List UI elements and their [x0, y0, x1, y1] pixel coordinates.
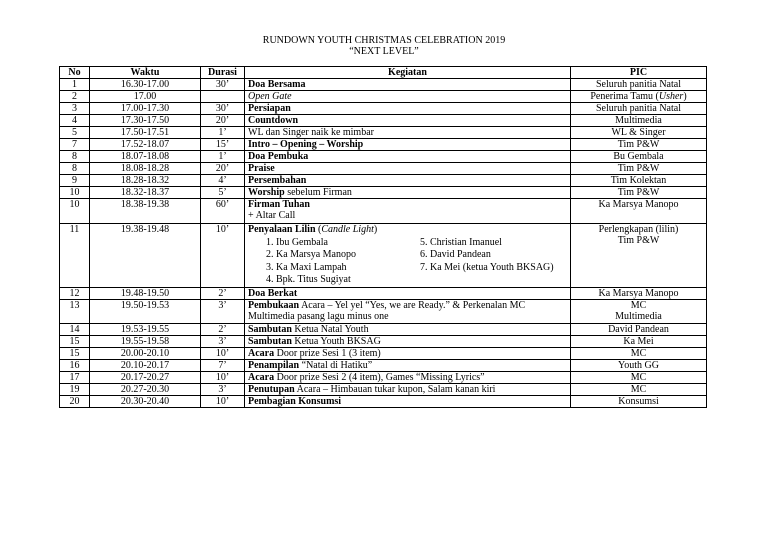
cell-durasi: 2’ — [201, 287, 245, 299]
kegiatan-italic: Open Gate — [248, 91, 292, 102]
pic-text: Tim P&W — [617, 163, 660, 174]
cell-waktu: 19.38-19.48 — [90, 223, 201, 287]
cell-durasi: 2’ — [201, 324, 245, 336]
kegiatan-bold: Worship — [248, 187, 285, 198]
kegiatan-text: Door prize Sesi 2 (4 item), Games “Missing Lyrics” — [274, 372, 485, 383]
table-row — [60, 360, 707, 372]
cell-pic — [571, 115, 707, 127]
kegiatan-bold: Persembahan — [248, 175, 307, 186]
table-row — [60, 115, 707, 127]
cell-kegiatan — [245, 163, 571, 175]
cell-kegiatan — [245, 360, 571, 372]
kegiatan-bold: Acara — [248, 372, 275, 383]
cell-pic: Youth GG — [571, 360, 707, 372]
cell-waktu: 16.30-17.00 — [90, 79, 201, 91]
cell-kegiatan — [245, 223, 571, 287]
rundown-table — [59, 66, 707, 408]
cell-kegiatan — [245, 187, 571, 199]
candle-list — [248, 235, 567, 287]
table-row — [60, 384, 707, 396]
pic-text: Seluruh panitia Natal — [596, 79, 681, 90]
cell-no: 10 — [60, 199, 90, 224]
cell-kegiatan: Doa Berkat — [245, 287, 571, 299]
kegiatan-bold: Penyalaan Lilin — [248, 223, 316, 235]
pic-text: Penerima Tamu ( — [590, 91, 659, 102]
header-kegiatan: Kegiatan — [245, 67, 571, 79]
pic-italic: Usher — [658, 91, 684, 102]
candle-list-col2 — [416, 237, 554, 287]
cell-kegiatan — [245, 103, 571, 115]
table-row — [60, 287, 707, 299]
cell-pic — [571, 103, 707, 115]
pic-text: ) — [683, 91, 687, 102]
cell-pic — [571, 299, 707, 324]
cell-durasi: 3’ — [201, 384, 245, 396]
kegiatan-text: Acara – Himbauan tukar kupon, Salam kanan kiri — [294, 384, 496, 395]
header-no: No — [60, 67, 90, 79]
cell-kegiatan — [245, 79, 571, 91]
cell-durasi: 3’ — [201, 336, 245, 348]
cell-waktu: 19.55-19.58 — [90, 336, 201, 348]
list-item: 7. Ka Mei (ketua Youth BKSAG) — [430, 262, 554, 275]
cell-kegiatan — [245, 336, 571, 348]
table-header-row — [60, 67, 707, 79]
kegiatan-sub: Multimedia pasang lagu minus one — [248, 310, 389, 322]
table-body-middle — [60, 199, 707, 324]
table-row — [60, 79, 707, 91]
cell-kegiatan — [245, 127, 571, 139]
kegiatan-bold: Persiapan — [248, 103, 291, 114]
cell-kegiatan — [245, 151, 571, 163]
cell-durasi: 10’ — [201, 223, 245, 287]
cell-no: 9 — [60, 175, 90, 187]
cell-waktu: 18.28-18.32 — [90, 175, 201, 187]
cell-no: 11 — [60, 223, 90, 287]
header-waktu: Waktu — [90, 67, 201, 79]
kegiatan-bold: Doa Pembuka — [248, 151, 309, 162]
cell-pic — [571, 223, 707, 287]
cell-durasi: 15’ — [201, 139, 245, 151]
cell-durasi: 10’ — [201, 372, 245, 384]
cell-waktu: 20.00-20.10 — [90, 348, 201, 360]
kegiatan-sub: + Altar Call — [248, 210, 296, 221]
cell-no: 8 — [60, 163, 90, 175]
pic-text: Seluruh panitia Natal — [596, 103, 681, 114]
cell-no: 12 — [60, 287, 90, 299]
cell-kegiatan — [245, 175, 571, 187]
cell-no: 15 — [60, 336, 90, 348]
cell-pic: Ka Mei — [571, 336, 707, 348]
list-item: 4. Bpk. Titus Sugiyat — [276, 274, 394, 287]
cell-no: 15 — [60, 348, 90, 360]
table-row — [60, 139, 707, 151]
kegiatan-bold: Firman Tuhan — [248, 199, 310, 210]
table-row — [60, 127, 707, 139]
header-pic: PIC — [571, 67, 707, 79]
cell-pic — [571, 163, 707, 175]
kegiatan-bold: Countdown — [248, 115, 299, 126]
cell-pic — [571, 79, 707, 91]
pic-text: WL & Singer — [611, 127, 666, 138]
cell-pic: MC — [571, 384, 707, 396]
cell-no: 20 — [60, 396, 90, 408]
pic-line: Perlengkapan (lilin) — [598, 223, 679, 235]
cell-pic — [571, 187, 707, 199]
cell-pic — [571, 151, 707, 163]
cell-waktu: 17.00-17.30 — [90, 103, 201, 115]
cell-no: 16 — [60, 360, 90, 372]
cell-kegiatan — [245, 372, 571, 384]
cell-no: 5 — [60, 127, 90, 139]
cell-durasi: 20’ — [201, 163, 245, 175]
kegiatan-italic: Candle Light — [321, 223, 374, 235]
cell-waktu: 20.27-20.30 — [90, 384, 201, 396]
cell-no: 2 — [60, 91, 90, 103]
document-subtitle: “NEXT LEVEL” — [349, 46, 419, 57]
cell-durasi: 4’ — [201, 175, 245, 187]
cell-pic: Ka Marsya Manopo — [571, 199, 707, 224]
cell-kegiatan — [245, 91, 571, 103]
cell-kegiatan — [245, 199, 571, 224]
table-row — [60, 396, 707, 408]
table-row — [60, 91, 707, 103]
cell-durasi: 30’ — [201, 79, 245, 91]
table-row — [60, 324, 707, 336]
cell-waktu: 19.50-19.53 — [90, 299, 201, 324]
cell-durasi: 20’ — [201, 115, 245, 127]
cell-waktu: 17.50-17.51 — [90, 127, 201, 139]
cell-pic: MC — [571, 348, 707, 360]
pic-text: Tim P&W — [617, 187, 660, 198]
table-row — [60, 372, 707, 384]
kegiatan-text: Acara – Yel yel “Yes, we are Ready.” & Perkenalan MC — [299, 299, 526, 311]
cell-durasi: 1’ — [201, 151, 245, 163]
cell-no: 10 — [60, 187, 90, 199]
cell-durasi: 10’ — [201, 396, 245, 408]
cell-durasi: 10’ — [201, 348, 245, 360]
kegiatan-bold: Doa Bersama — [248, 79, 306, 90]
cell-pic — [571, 127, 707, 139]
cell-no: 13 — [60, 299, 90, 324]
cell-durasi: 30’ — [201, 103, 245, 115]
pic-line: MC — [630, 299, 647, 311]
table-row — [60, 199, 707, 224]
cell-pic — [571, 139, 707, 151]
table-row — [60, 299, 707, 324]
cell-no: 8 — [60, 151, 90, 163]
kegiatan-text: ) — [373, 223, 378, 235]
kegiatan-text: WL dan Singer naik ke mimbar — [248, 127, 374, 138]
cell-waktu: 18.07-18.08 — [90, 151, 201, 163]
cell-waktu: 18.08-18.28 — [90, 163, 201, 175]
kegiatan-text: Door prize Sesi 1 (3 item) — [274, 348, 381, 359]
cell-waktu: 17.52-18.07 — [90, 139, 201, 151]
cell-waktu: 17.30-17.50 — [90, 115, 201, 127]
kegiatan-bold: Sambutan — [248, 324, 292, 335]
cell-pic: Ka Marsya Manopo — [571, 287, 707, 299]
kegiatan-text: sebelum Firman — [284, 187, 352, 198]
kegiatan-text: ( — [315, 223, 322, 235]
cell-waktu: 20.30-20.40 — [90, 396, 201, 408]
cell-waktu: 18.38-19.38 — [90, 199, 201, 224]
cell-kegiatan — [245, 299, 571, 324]
table-row — [60, 175, 707, 187]
cell-no: 7 — [60, 139, 90, 151]
kegiatan-bold: Pembagian Konsumsi — [248, 396, 342, 407]
pic-text: Bu Gembala — [613, 151, 664, 162]
cell-durasi — [201, 91, 245, 103]
cell-no: 19 — [60, 384, 90, 396]
pic-text: Tim P&W — [617, 139, 660, 150]
cell-waktu: 17.00 — [90, 91, 201, 103]
list-item: 5. Christian Imanuel — [430, 237, 554, 250]
cell-kegiatan — [245, 324, 571, 336]
cell-no: 14 — [60, 324, 90, 336]
kegiatan-text: Ketua Natal Youth — [291, 324, 369, 335]
list-item: 2. Ka Marsya Manopo — [276, 249, 394, 262]
table-row — [60, 163, 707, 175]
cell-kegiatan — [245, 139, 571, 151]
table-row — [60, 187, 707, 199]
cell-kegiatan — [245, 348, 571, 360]
cell-no: 17 — [60, 372, 90, 384]
list-item: 6. David Pandean — [430, 249, 554, 262]
cell-durasi: 3’ — [201, 299, 245, 324]
table-row — [60, 103, 707, 115]
candle-list-col1 — [262, 237, 394, 287]
cell-waktu: 19.53-19.55 — [90, 324, 201, 336]
cell-no: 1 — [60, 79, 90, 91]
list-item: 3. Ka Maxi Lampah — [276, 262, 394, 275]
table-row — [60, 336, 707, 348]
pic-text: Multimedia — [615, 115, 662, 126]
table-row — [60, 223, 707, 287]
pic-text: Tim Kolektan — [610, 175, 667, 186]
kegiatan-bold: Intro – Opening – Worship — [248, 139, 364, 150]
cell-waktu: 18.32-18.37 — [90, 187, 201, 199]
cell-durasi: 7’ — [201, 360, 245, 372]
cell-no: 4 — [60, 115, 90, 127]
cell-kegiatan — [245, 384, 571, 396]
kegiatan-text: “Natal di Hatiku” — [299, 360, 373, 371]
kegiatan-bold: Pembukaan — [248, 299, 300, 311]
kegiatan-text: Ketua Youth BKSAG — [291, 336, 381, 347]
table-row — [60, 348, 707, 360]
kegiatan-bold: Praise — [248, 163, 275, 174]
table-body-bottom — [60, 324, 707, 408]
document-title: RUNDOWN YOUTH CHRISTMAS CELEBRATION 2019 — [262, 35, 506, 46]
cell-no: 3 — [60, 103, 90, 115]
kegiatan-bold: Acara — [248, 348, 275, 359]
cell-kegiatan — [245, 396, 571, 408]
cell-durasi: 1’ — [201, 127, 245, 139]
pic-line: Multimedia — [615, 310, 662, 322]
kegiatan-bold: Penampilan — [248, 360, 300, 371]
table-body-top — [60, 79, 707, 199]
cell-pic: MC — [571, 372, 707, 384]
cell-waktu: 20.17-20.27 — [90, 372, 201, 384]
cell-pic: Konsumsi — [571, 396, 707, 408]
cell-kegiatan — [245, 115, 571, 127]
cell-pic: David Pandean — [571, 324, 707, 336]
cell-waktu: 19.48-19.50 — [90, 287, 201, 299]
header-durasi: Durasi — [201, 67, 245, 79]
pic-line: Tim P&W — [617, 234, 660, 246]
kegiatan-bold: Sambutan — [248, 336, 292, 347]
kegiatan-bold: Penutupan — [248, 384, 295, 395]
cell-pic — [571, 91, 707, 103]
cell-waktu: 20.10-20.17 — [90, 360, 201, 372]
list-item: 1. Ibu Gembala — [276, 237, 394, 250]
cell-pic — [571, 175, 707, 187]
cell-durasi: 60’ — [201, 199, 245, 224]
table-row — [60, 151, 707, 163]
cell-durasi: 5’ — [201, 187, 245, 199]
